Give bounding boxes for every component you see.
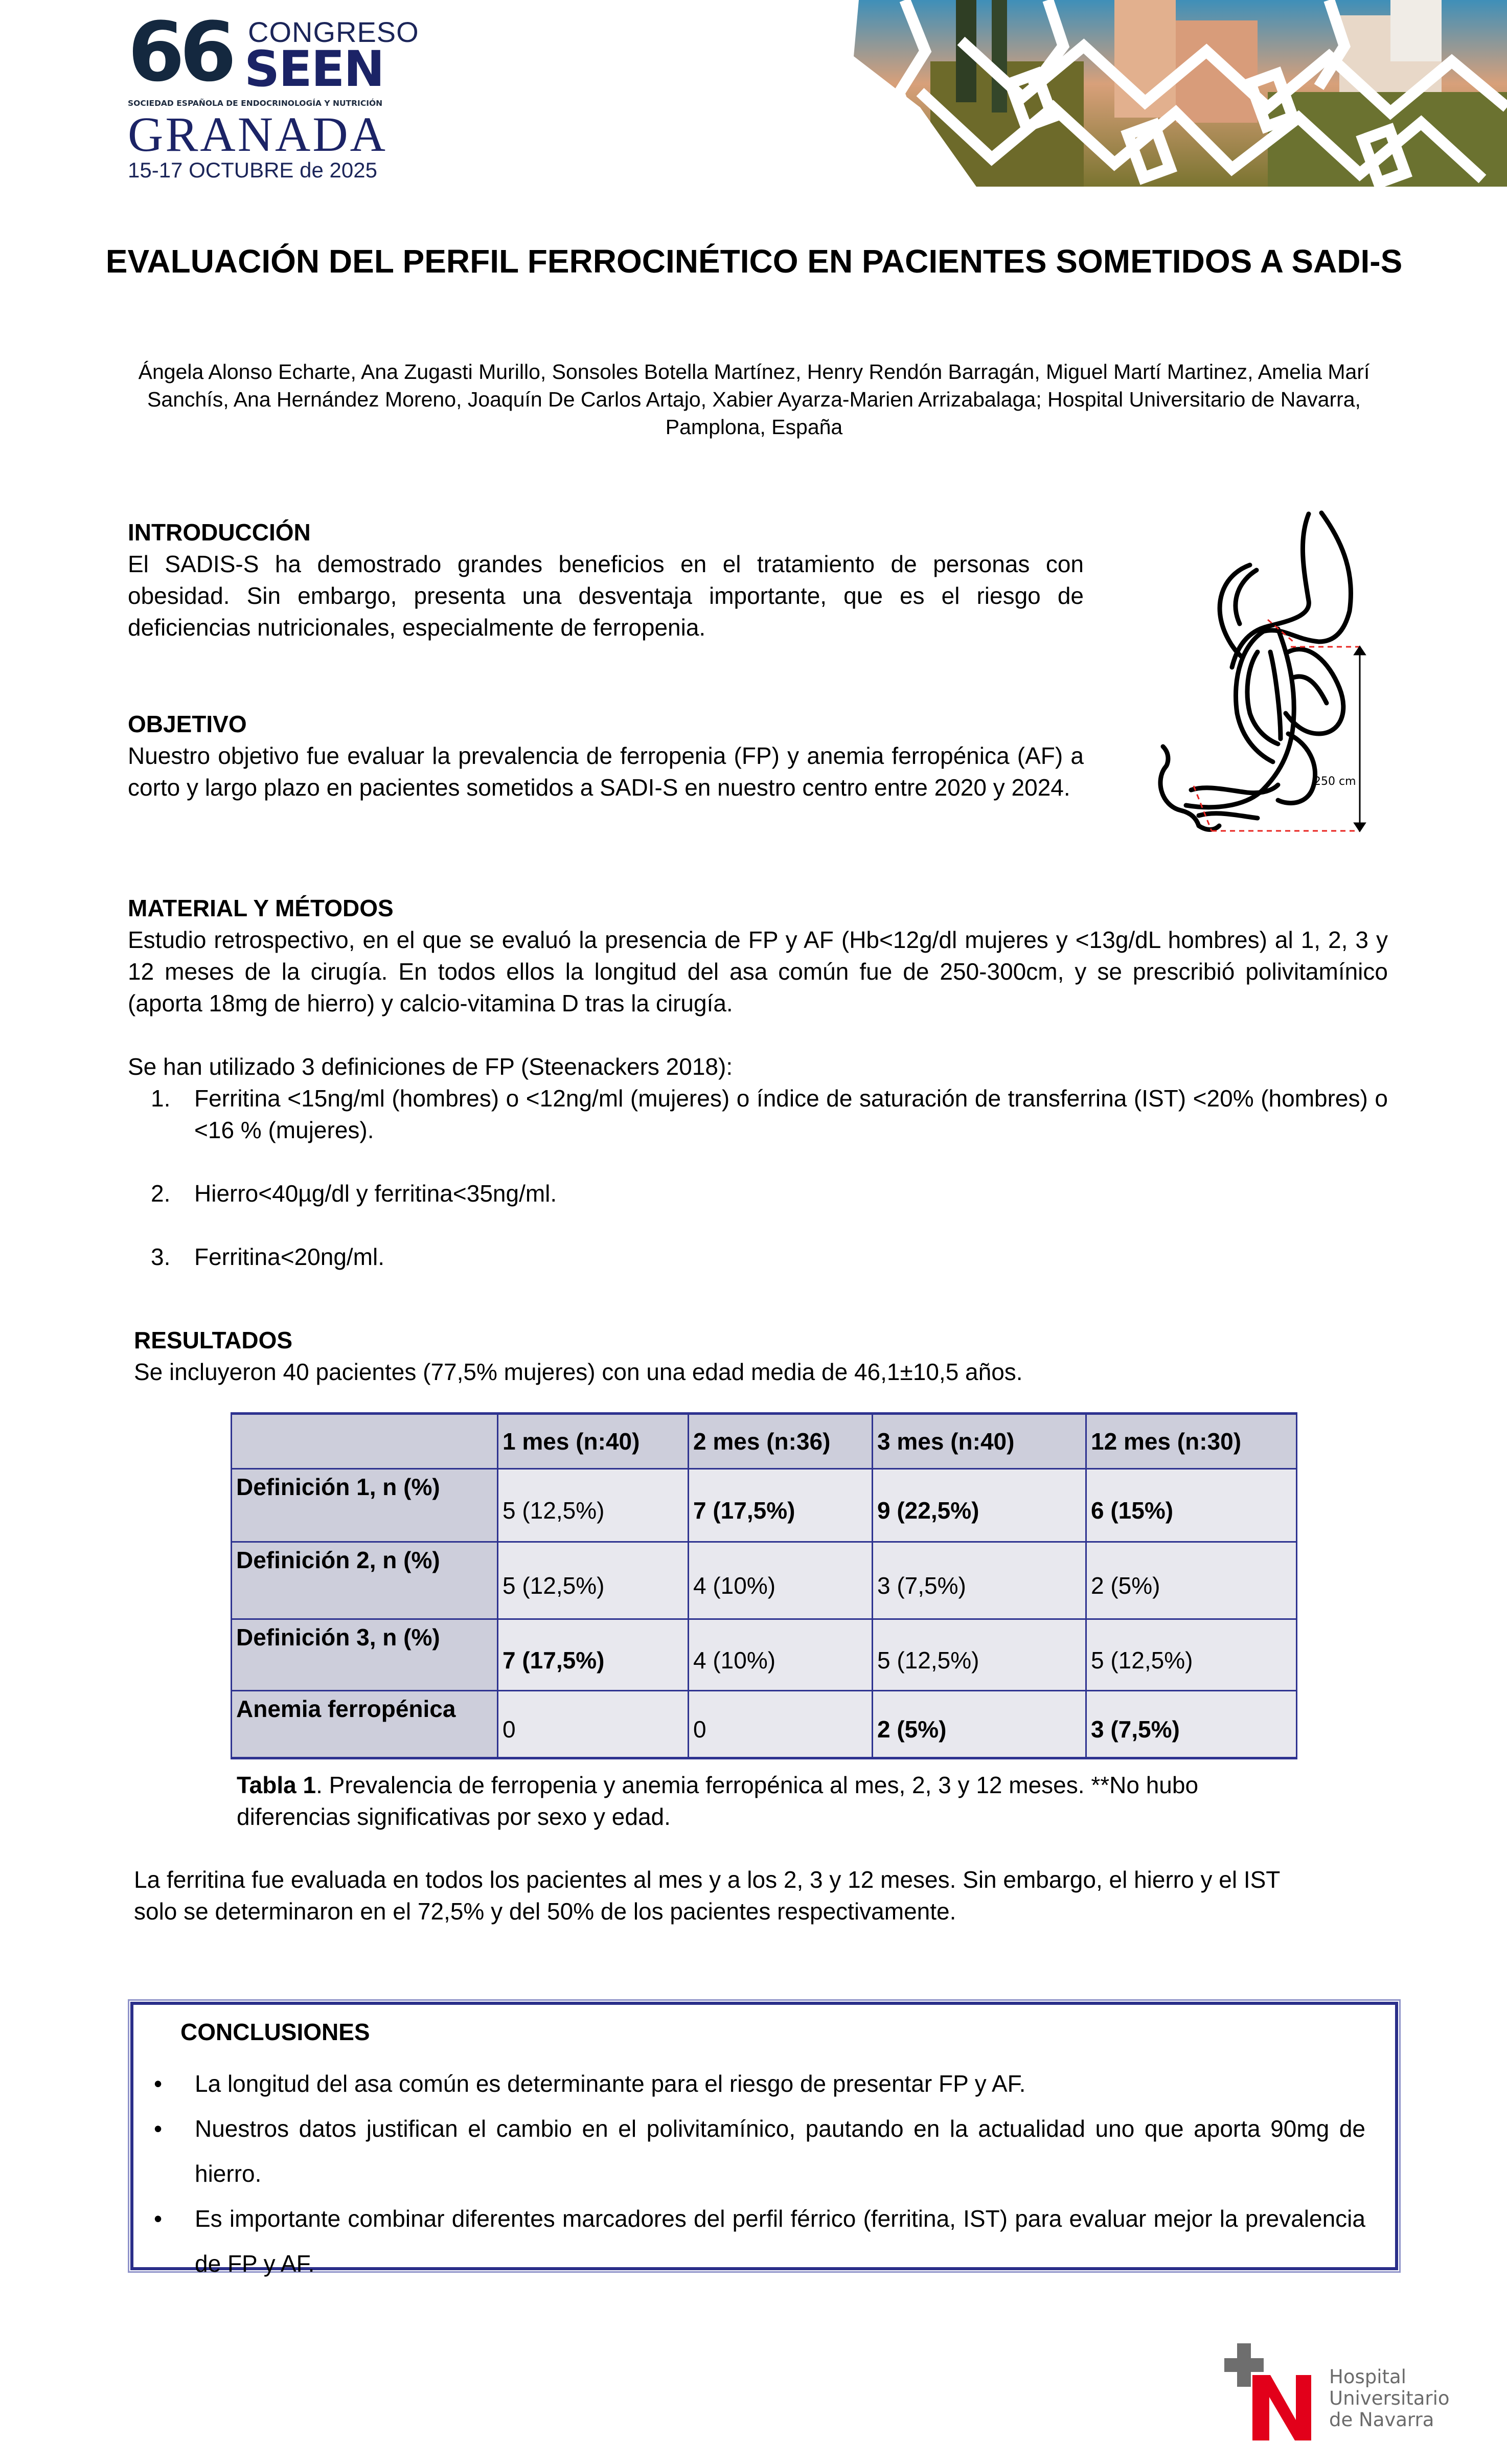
objetivo-text: Nuestro objetivo fue evaluar la prevalencia de ferropenia (FP) y anemia ferropénica (AF) a corto y largo plazo en pacientes sometidos a SADI-S en nuestro centro entre 2020 y 2024.: [128, 742, 1084, 801]
conclusion-item: [133, 2196, 1381, 2286]
column-header: 1 mes (n:40): [498, 1414, 689, 1469]
conclusion-text: La longitud del asa común es determinante para el riesgo de presentar FP y AF.: [195, 2070, 1026, 2097]
column-header: 3 mes (n:40): [873, 1414, 1086, 1469]
alhambra-banner-icon: [828, 0, 1507, 187]
definition-text: Hierro<40µg/dl y ferritina<35ng/ml.: [194, 1180, 557, 1207]
resultados-heading: RESULTADOS: [134, 1327, 293, 1353]
row-label: Definición 3, n (%): [232, 1619, 498, 1691]
conclusiones-box: [130, 2002, 1398, 2277]
table-cell: 3 (7,5%): [1086, 1691, 1297, 1758]
authors: Ángela Alonso Echarte, Ana Zugasti Murillo, Sonsoles Botella Martínez, Henry Rendón Barragán, Miguel Martí Martinez, Amelia Marí Sanchís, Ana Hernández Moreno, Joaquín De Carlos Artajo, Xabier Ayarza-Marien Arrizabalaga; Hospital Universitario de Navarra, Pamplona, España: [138, 360, 1370, 439]
hospital-name-line: Universitario: [1329, 2387, 1450, 2409]
table-corner-cell: [232, 1414, 498, 1469]
resultados-text: Se incluyeron 40 pacientes (77,5% mujeres) con una edad media de 46,1±10,5 años.: [134, 1359, 1023, 1385]
ferritina-note: La ferritina fue evaluada en todos los pacientes al mes y a los 2, 3 y 12 meses. Sin embargo, el hierro y el IST solo se determinaron en el 72,5% y del 50% de los pacientes respectivamente.: [134, 1866, 1280, 1925]
table-cell: 5 (12,5%): [873, 1619, 1086, 1691]
logo-number: 66: [128, 4, 232, 100]
column-header: 2 mes (n:36): [689, 1414, 873, 1469]
conclusion-item: [133, 2061, 1381, 2106]
conclusion-text: Es importante combinar diferentes marcadores del perfil férrico (ferritina, IST) para evaluar mejor la prevalencia de FP y AF.: [195, 2205, 1365, 2277]
table-row: [232, 1542, 1297, 1619]
hospital-logo: [1224, 2343, 1470, 2440]
definitions-intro: Se han utilizado 3 definiciones de FP (Steenackers 2018):: [128, 1053, 733, 1080]
hospital-name: [1329, 2366, 1450, 2431]
hospital-name-line: Hospital: [1329, 2366, 1406, 2388]
table-cell: 5 (12,5%): [1086, 1619, 1297, 1691]
bullet-icon: •: [154, 2115, 163, 2142]
table-cell: 7 (17,5%): [689, 1469, 873, 1542]
table-cell: 4 (10%): [689, 1542, 873, 1619]
logo-congreso: CONGRESO: [248, 16, 419, 48]
hospital-name-line: de Navarra: [1329, 2409, 1434, 2431]
introduccion-text: El SADIS-S ha demostrado grandes beneficios en el tratamiento de personas con obesidad. Sin embargo, presenta una desventaja importante, que es el riesgo de deficiencias nutricionales, especialmente de ferropenia.: [128, 551, 1084, 641]
definition-item: [128, 1241, 1388, 1273]
definition-number: 2.: [151, 1180, 171, 1207]
metodos-text: Estudio retrospectivo, en el que se evaluó la presencia de FP y AF (Hb<12g/dl mujeres y <13g/dL hombres) al 1, 2, 3 y 12 meses de la cirugía. En todos ellos la longitud del asa común fue de 250-300cm, y se prescribió polivitamínico (aporta 18mg de hierro) y calcio-vitamina D tras la cirugía.: [128, 926, 1388, 1016]
hospital-cross-n-icon: [1224, 2343, 1327, 2440]
table-cell: 5 (12,5%): [498, 1469, 689, 1542]
definition-text: Ferritina<20ng/ml.: [194, 1244, 384, 1270]
row-label: Anemia ferropénica: [232, 1691, 498, 1758]
definition-text: Ferritina <15ng/ml (hombres) o <12ng/ml (mujeres) o índice de saturación de transferrina (IST) <20% (hombres) o <16 % (mujeres).: [194, 1085, 1388, 1143]
table-row: [232, 1469, 1297, 1542]
definition-number: 1.: [151, 1085, 171, 1112]
table-cell: 7 (17,5%): [498, 1619, 689, 1691]
table-caption: [237, 1769, 1300, 1833]
intestine-diagram-icon: [1125, 499, 1390, 856]
definition-number: 3.: [151, 1244, 171, 1270]
metodos-section: [128, 892, 1388, 1273]
table-row: [232, 1691, 1297, 1758]
sadi-s-diagram: [1125, 499, 1390, 856]
definitions-list: [128, 1082, 1388, 1273]
table-cell: 9 (22,5%): [873, 1469, 1086, 1542]
congress-logo: [128, 4, 419, 182]
logo-city: GRANADA: [128, 107, 387, 162]
objetivo-section: [128, 708, 1084, 803]
resultados-section: [134, 1324, 1310, 1388]
results-table: [231, 1412, 1297, 1759]
metodos-heading: MATERIAL Y MÉTODOS: [128, 895, 394, 921]
table-cell: 4 (10%): [689, 1619, 873, 1691]
table-cell: 0: [689, 1691, 873, 1758]
conclusion-text: Nuestros datos justifican el cambio en el polivitamínico, pautando en la actualidad uno que aporta 90mg de hierro.: [195, 2115, 1365, 2187]
table-header-row: [232, 1414, 1297, 1469]
conclusiones-heading: CONCLUSIONES: [180, 2019, 370, 2045]
table-cell: 5 (12,5%): [498, 1542, 689, 1619]
table-cell: 6 (15%): [1086, 1469, 1297, 1542]
column-header: 12 mes (n:30): [1086, 1414, 1297, 1469]
table-cell: 2 (5%): [1086, 1542, 1297, 1619]
table-row: [232, 1619, 1297, 1691]
definition-item: [128, 1082, 1388, 1146]
introduccion-heading: INTRODUCCIÓN: [128, 519, 311, 546]
logo-dates: 15-17 OCTUBRE de 2025: [128, 158, 377, 182]
table-cell: 3 (7,5%): [873, 1542, 1086, 1619]
conclusiones-list: [133, 2061, 1381, 2286]
granada-banner-image: [828, 0, 1507, 187]
table-cell: 2 (5%): [873, 1691, 1086, 1758]
row-label: Definición 2, n (%): [232, 1542, 498, 1619]
bullet-icon: •: [154, 2205, 163, 2232]
table-cell: 0: [498, 1691, 689, 1758]
caption-label: Tabla 1: [237, 1772, 316, 1798]
bullet-icon: •: [154, 2070, 163, 2097]
definition-item: [128, 1178, 1388, 1209]
objetivo-heading: OBJETIVO: [128, 711, 247, 737]
row-label: Definición 1, n (%): [232, 1469, 498, 1542]
introduccion-section: [128, 516, 1084, 643]
diagram-length-label: 250 cm: [1314, 775, 1356, 788]
conclusion-item: [133, 2106, 1381, 2196]
caption-text: . Prevalencia de ferropenia y anemia ferropénica al mes, 2, 3 y 12 meses. **No hubo diferencias significativas por sexo y edad.: [237, 1772, 1199, 1830]
logo-seen: SEEN: [244, 40, 384, 98]
poster-title: EVALUACIÓN DEL PERFIL FERROCINÉTICO EN PACIENTES SOMETIDOS A SADI-S: [105, 243, 1403, 280]
logo-society: SOCIEDAD ESPAÑOLA DE ENDOCRINOLOGÍA Y NUTRICIÓN: [128, 99, 383, 108]
